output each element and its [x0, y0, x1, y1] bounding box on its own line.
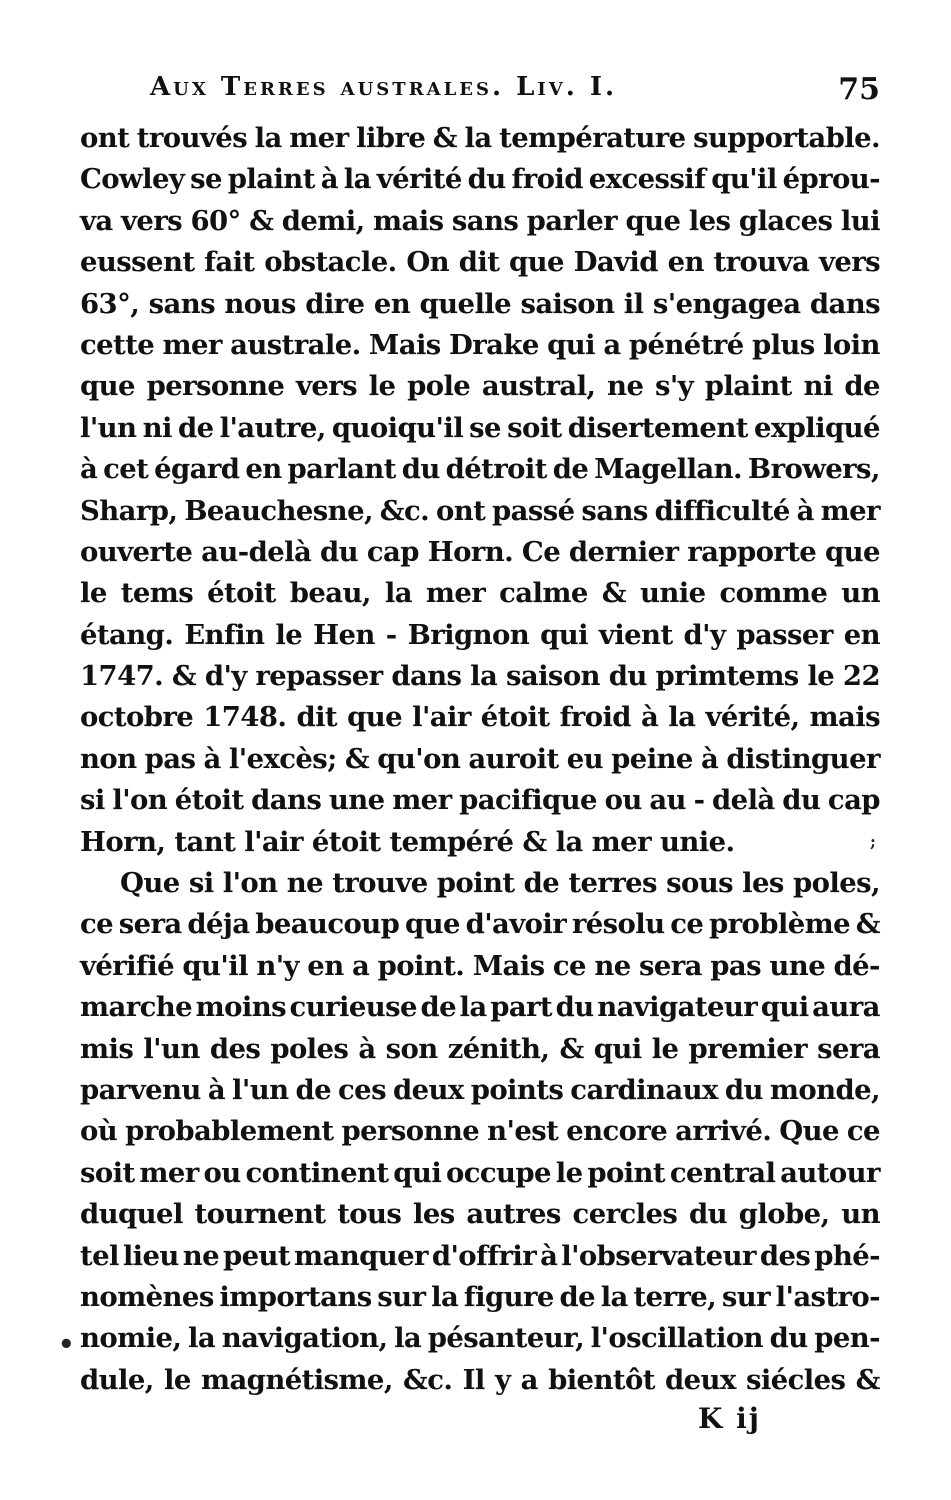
text-line: 63°, sans nous dire en quelle saison il s'engagea dans [80, 287, 880, 320]
text-line: 1747. & d'y repasser dans la saison du primtems le 22 [80, 660, 880, 693]
text-line: dule, le magnétisme, &c. Il y a bientôt deux siécles & [80, 1363, 880, 1396]
text-line: tel lieu ne peut manquer d'offrir à l'observateur des phé- [80, 1239, 880, 1272]
text-line: Que si l'on ne trouve point de terres sous les poles, [120, 867, 880, 900]
signature-mark: K ij [698, 1402, 761, 1435]
margin-mark: • [58, 1330, 75, 1360]
text-line: nomènes importans sur la figure de la terre, sur l'astro- [80, 1280, 880, 1313]
text-line: Cowley se plaint à la vérité du froid excessif qu'il éprou- [80, 163, 880, 196]
text-line: eussent fait obstacle. On dit que David en trouva vers [80, 246, 880, 279]
text-line: ont trouvés la mer libre & la température supportable. [80, 122, 880, 154]
text-line: octobre 1748. dit que l'air étoit froid à la vérité, mais [80, 701, 880, 734]
text-line: parvenu à l'un de ces deux points cardinaux du monde, [80, 1073, 880, 1106]
text-line: le tems étoit beau, la mer calme & unie comme un [80, 577, 880, 610]
text-line: l'un ni de l'autre, quoiqu'il se soit disertement expliqué [80, 411, 880, 444]
text-line: duquel tournent tous les autres cercles du globe, un [80, 1198, 880, 1231]
text-line: mis l'un des poles à son zénith, & qui le premier sera [80, 1032, 880, 1065]
page-number: 75 [838, 72, 880, 107]
text-line: ce sera déja beaucoup que d'avoir résolu ce problème & [80, 908, 880, 941]
text-line: marche moins curieuse de la part du navigateur qui aura [80, 991, 880, 1024]
text-line: où probablement personne n'est encore arrivé. Que ce [80, 1115, 880, 1148]
text-line: va vers 60° & demi, mais sans parler que les glaces lui [80, 204, 880, 237]
text-line: étang. Enfin le Hen - Brignon qui vient d'y passer en [80, 618, 880, 651]
text-line: nomie, la navigation, la pésanteur, l'oscillation du pen- [80, 1322, 880, 1355]
text-line: à cet égard en parlant du détroit de Magellan. Browers, [80, 453, 880, 486]
text-line: si l'on étoit dans une mer pacifique ou au - delà du cap [80, 784, 880, 817]
text-line: ouverte au-delà du cap Horn. Ce dernier rapporte que [80, 535, 880, 568]
text-line: non pas à l'excès; & qu'on auroit eu peine à distinguer [80, 742, 880, 775]
text-line: soit mer ou continent qui occupe le point central autour [80, 1156, 880, 1189]
text-line: vérifié qu'il n'y en a point. Mais ce ne sera pas une dé- [80, 949, 880, 982]
text-line: Sharp, Beauchesne, &c. ont passé sans difficulté à mer [80, 494, 880, 527]
running-title: Aux Terres australes. Liv. I. [150, 72, 618, 102]
running-head [150, 72, 880, 112]
text-line: cette mer australe. Mais Drake qui a pénétré plus loin [80, 328, 880, 361]
margin-mark: ; [870, 832, 876, 851]
text-line: que personne vers le pole austral, ne s'y plaint ni de [80, 370, 880, 403]
paragraph [80, 118, 880, 863]
paragraph [80, 863, 880, 1401]
text-line: Horn, tant l'air étoit tempéré & la mer unie. [80, 825, 735, 858]
body-text [80, 118, 880, 1401]
